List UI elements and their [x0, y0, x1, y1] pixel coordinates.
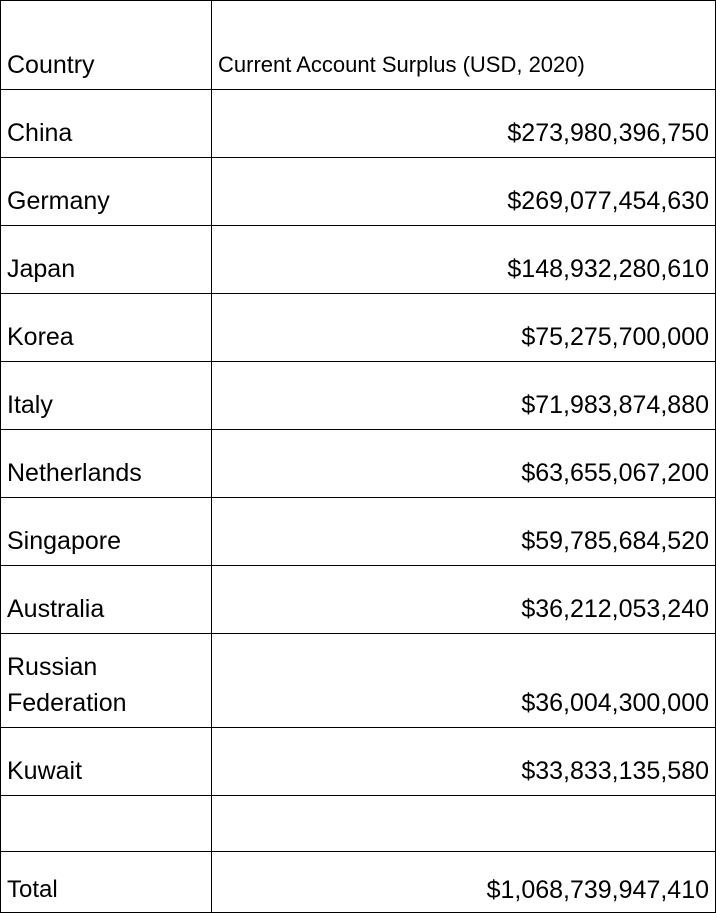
- total-label[interactable]: Total: [1, 852, 212, 913]
- country-cell[interactable]: Germany: [1, 158, 212, 226]
- country-cell[interactable]: Japan: [1, 226, 212, 294]
- total-value[interactable]: $1,068,739,947,410: [212, 852, 716, 913]
- surplus-cell[interactable]: $273,980,396,750: [212, 90, 716, 158]
- blank-row: [1, 796, 716, 852]
- country-cell[interactable]: Korea: [1, 294, 212, 362]
- table-row: [1, 90, 716, 158]
- surplus-cell[interactable]: $148,932,280,610: [212, 226, 716, 294]
- country-cell[interactable]: Australia: [1, 566, 212, 634]
- surplus-cell[interactable]: $63,655,067,200: [212, 430, 716, 498]
- table-row: [1, 158, 716, 226]
- table-row: [1, 294, 716, 362]
- table-row: [1, 430, 716, 498]
- surplus-cell[interactable]: $33,833,135,580: [212, 728, 716, 796]
- surplus-cell[interactable]: $269,077,454,630: [212, 158, 716, 226]
- country-cell[interactable]: Singapore: [1, 498, 212, 566]
- table-row: [1, 566, 716, 634]
- total-row: [1, 852, 716, 913]
- table-row: [1, 728, 716, 796]
- country-cell[interactable]: Kuwait: [1, 728, 212, 796]
- table-row: [1, 226, 716, 294]
- header-country[interactable]: Country: [1, 1, 212, 90]
- table-row: [1, 498, 716, 566]
- country-cell[interactable]: China: [1, 90, 212, 158]
- surplus-cell[interactable]: $36,004,300,000: [212, 634, 716, 728]
- country-cell[interactable]: Russian Federation: [1, 634, 212, 728]
- country-cell[interactable]: Netherlands: [1, 430, 212, 498]
- table-row: [1, 634, 716, 728]
- country-cell[interactable]: Italy: [1, 362, 212, 430]
- surplus-cell[interactable]: $36,212,053,240: [212, 566, 716, 634]
- surplus-cell[interactable]: $75,275,700,000: [212, 294, 716, 362]
- surplus-cell[interactable]: $71,983,874,880: [212, 362, 716, 430]
- empty-cell[interactable]: [1, 796, 212, 852]
- surplus-cell[interactable]: $59,785,684,520: [212, 498, 716, 566]
- header-surplus[interactable]: Current Account Surplus (USD, 2020): [212, 1, 716, 90]
- header-row: [1, 1, 716, 90]
- empty-cell[interactable]: [212, 796, 716, 852]
- table-row: [1, 362, 716, 430]
